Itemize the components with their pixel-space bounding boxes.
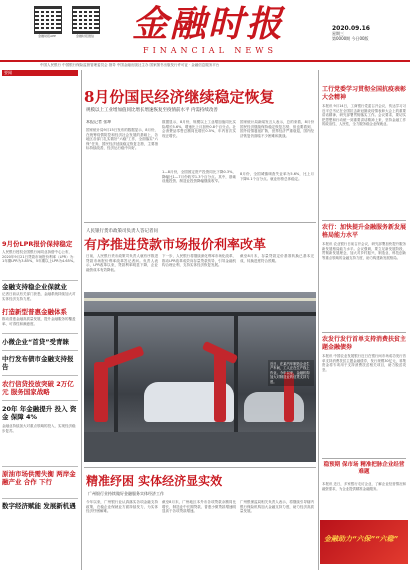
right-headline-4[interactable]: 稳预期 保市场 精准把脉企业经营难题 xyxy=(323,462,405,475)
second-kicker: 人民银行货币政策司负责人答记者问 xyxy=(86,229,158,234)
right-headline-1[interactable]: 工行党委学习贯彻全国抗疫表彰大会精神 xyxy=(322,86,407,101)
photo-robot-arm xyxy=(94,362,108,422)
section-divider xyxy=(322,458,406,459)
left-headline-6[interactable]: 农行信贷投放突破 2万亿元 服务国家战略 xyxy=(2,380,74,396)
left-headline-2[interactable]: 金融支持稳企业保就业 xyxy=(2,283,67,291)
column-divider-left xyxy=(81,70,82,570)
left-column xyxy=(0,70,80,574)
right-text-3: 本报讯 中国农业发展银行近日在银行间市场成功发行首单支持消费扶贫主题金融债券，发行规模30亿元，募集资金将专项用于支持消费扶贫相关项目，助力脱贫攻坚。 xyxy=(322,354,406,372)
lead-byline: 本报记者 张坤 xyxy=(86,120,112,124)
left-divider xyxy=(2,498,78,499)
lead-subheadline: 规模以上工业增加值同比增长增速恢复至疫情前水平 内需持续改善 xyxy=(86,108,218,113)
left-divider xyxy=(2,400,78,401)
second-headline[interactable]: 有序推进贷款市场报价利率改革 xyxy=(84,238,267,253)
issue-date: 2020.09.16 xyxy=(332,25,370,32)
lead-body-2: 数据显示，8月份，规模以上工业增加值同比实际增长5.6%，增速比上月加快0.8个百分点。社会消费品零售总额同比增长0.5%，年内首次实现正增长。 xyxy=(162,120,236,138)
left-headline-1[interactable]: 9月份LPR报价保持稳定 xyxy=(2,240,73,248)
left-headline-5[interactable]: 中行发布债市金融支持报告 xyxy=(2,355,74,371)
photo-car-body xyxy=(244,392,304,422)
left-text-7: 金融业持续加大对重点领域的投入，实现经济稳步复苏。 xyxy=(2,424,76,433)
masthead-infobar: 中国人民银行 中国银行保险监督管理委员会 指导 中国金融出版社主办 国家图书出版发行许可证 · 金融信息服务平台 xyxy=(40,63,220,67)
left-headline-3[interactable]: 打造新型普惠金融体系 xyxy=(2,308,67,316)
masthead-rule xyxy=(0,60,410,62)
date-block xyxy=(332,26,402,41)
left-divider xyxy=(2,350,78,351)
left-headline-4[interactable]: 小微企业“首贷”受青睐 xyxy=(2,338,70,346)
photo-robot-arm xyxy=(103,345,144,368)
masthead xyxy=(0,0,410,64)
left-section-label: 要闻 xyxy=(2,70,78,76)
second-body-2: 下一步，人民银行将继续深化利率市场化改革，推动LPR改革成效向存量贷款传导，引导金融机构合理让利，支持实体经济恢复发展。 xyxy=(162,254,236,268)
newspaper-subtitle: FINANCIAL NEWS xyxy=(143,46,277,55)
left-divider xyxy=(2,466,78,467)
promo-banner[interactable] xyxy=(320,520,408,564)
lead-headline[interactable]: 8月份国民经济继续稳定恢复 xyxy=(84,88,275,106)
photo-ceiling-light xyxy=(84,298,316,301)
photo-robot-arm xyxy=(214,352,226,422)
photo-beam xyxy=(84,312,316,316)
left-text-2: 记者日前从有关部门获悉，金融系统持续加大对实体经济支持力度。 xyxy=(2,292,76,301)
section-divider xyxy=(84,222,316,223)
left-headline-8[interactable]: 原油市场供需失衡 两岸金融产业 合作 下行 xyxy=(2,470,76,486)
newspaper-title: 金融时报 xyxy=(131,3,284,45)
third-body-1: 今年以来，广州银行业认真落实各项金融支持政策，在稳企业保就业方面持续发力，为实体经济纾困解难。 xyxy=(86,500,158,514)
third-subheadline: 广州银行业持续做好金融服务实体经济工作 xyxy=(88,491,164,496)
section-divider xyxy=(322,332,406,333)
right-text-2: 本报讯 农业银行日前召开会议，研究部署加快提升服务新发展格局能力水平。会议强调，要立足新发展阶段，贯彻新发展理念，加大对乡村振兴、制造业、科技创新等重点领域的金融支持力度，助力构建新发展格局。 xyxy=(322,242,406,260)
right-headline-3[interactable]: 农发行发行首单支持消费扶贫主题金融债券 xyxy=(322,336,407,351)
third-body-2: 截至8月末，广州地区本外币各项贷款余额同比增长，制造业中长期贷款、普惠小微贷款增速明显高于各项贷款增速。 xyxy=(162,500,236,514)
section-divider xyxy=(84,467,316,468)
issue-weekday: 星期三 xyxy=(332,31,344,36)
left-text-3: 推动普惠金融高质量发展，提升金融服务的覆盖率、可得性和满意度。 xyxy=(2,317,76,326)
third-headline[interactable]: 精准纾困 实体经济显实效 xyxy=(86,474,223,488)
section-divider xyxy=(322,220,406,221)
left-headline-7[interactable]: 20年 年金融提升 投入 资金 保障 4% xyxy=(2,405,77,421)
third-body-3: 广州银保监局相关负责人表示，将继续引导辖内银行保险机构加大金融支持力度，助力经济高质量发展。 xyxy=(240,500,314,514)
left-divider xyxy=(2,375,78,376)
left-divider xyxy=(2,280,78,281)
qr-caption-wechat: 金融时报微信 xyxy=(75,34,94,38)
qr-code-wechat[interactable] xyxy=(72,6,100,34)
right-text-4: 本报讯 近日，多家银行走访企业，了解企业经营情况和融资需求，为企业提供精准金融服务。 xyxy=(322,482,406,491)
second-body-3: 截至8月末，存量贷款定价基准转换已基本完成，转换进度符合预期。 xyxy=(240,254,314,263)
lead-body-5: 8月份，全国城镇调查失业率为5.6%，比上月下降0.1个百分点。就业形势总体稳定。 xyxy=(240,172,314,181)
lead-body-4: 国家统计局新闻发言人表示，总的来看，8月份国民经济继续保持稳定恢复态势，但也要看到，国外疫情蔓延扩散，世界经济严重衰退，国内经济恢复仍面临不少困难和挑战。 xyxy=(240,120,314,138)
promo-banner-text: 金融助力“六保”“六稳” xyxy=(324,535,399,543)
qr-code-app[interactable] xyxy=(34,6,62,34)
photo-floor xyxy=(84,432,316,462)
column-divider-right xyxy=(318,70,319,570)
qr-caption-app: 金融时报APP xyxy=(38,34,56,38)
right-text-1: 本报讯 9月14日，工商银行党委召开会议，传达学习习近平总书记在全国抗击新冠肺炎疫情表彰大会上的重要讲话精神，研究部署贯彻落实工作。会议要求，要切实把思想和行动统一到重要讲话精神上来，坚持金融工作的政治性、人民性，全力服务稳企业保就业。 xyxy=(322,104,406,126)
issue-number: 第0000期 今日00版 xyxy=(332,36,369,41)
left-divider xyxy=(2,333,78,334)
lead-body-3: 1—8月份，全国固定资产投资同比下降0.3%，降幅比1—7月份收窄1.3个百分点。其中，基础设施投资、制造业投资降幅继续收窄。 xyxy=(162,170,236,184)
lead-body-1: 国家统计局9月15日发布的数据显示，8月份，在统筹疫情防控和经济社会发展的基础上，各地区各部门扎实做好“六稳”工作，全面落实“六保”任务，国民经济延续稳定恢复态势，主要指标持续改善，经济运行稳中向好。 xyxy=(86,128,158,151)
left-text-1: 人民银行授权全国银行间同业拆借中心公布，2020年9月21日贷款市场报价利率（LPR）为：1年期LPR为3.85%，5年期以上LPR为4.65%。 xyxy=(2,250,77,264)
photo-caption: 近日，在某汽车制造企业生产车间，工人正在生产线上作业。今年以来，金融机构加大对制造业的信贷支持力度。 xyxy=(268,360,314,386)
second-body-1: 日前，人民银行货币政策司负责人就有序推进贷款市场报价利率改革答记者问。负责人表示，LPR改革以来，贷款利率明显下降，企业融资成本有效降低。 xyxy=(86,254,158,272)
left-headline-9[interactable]: 数字经济赋能 发展新机遇 xyxy=(2,502,76,510)
right-headline-2[interactable]: 农行：加快提升金融服务新发展格局能力水平 xyxy=(322,224,407,239)
